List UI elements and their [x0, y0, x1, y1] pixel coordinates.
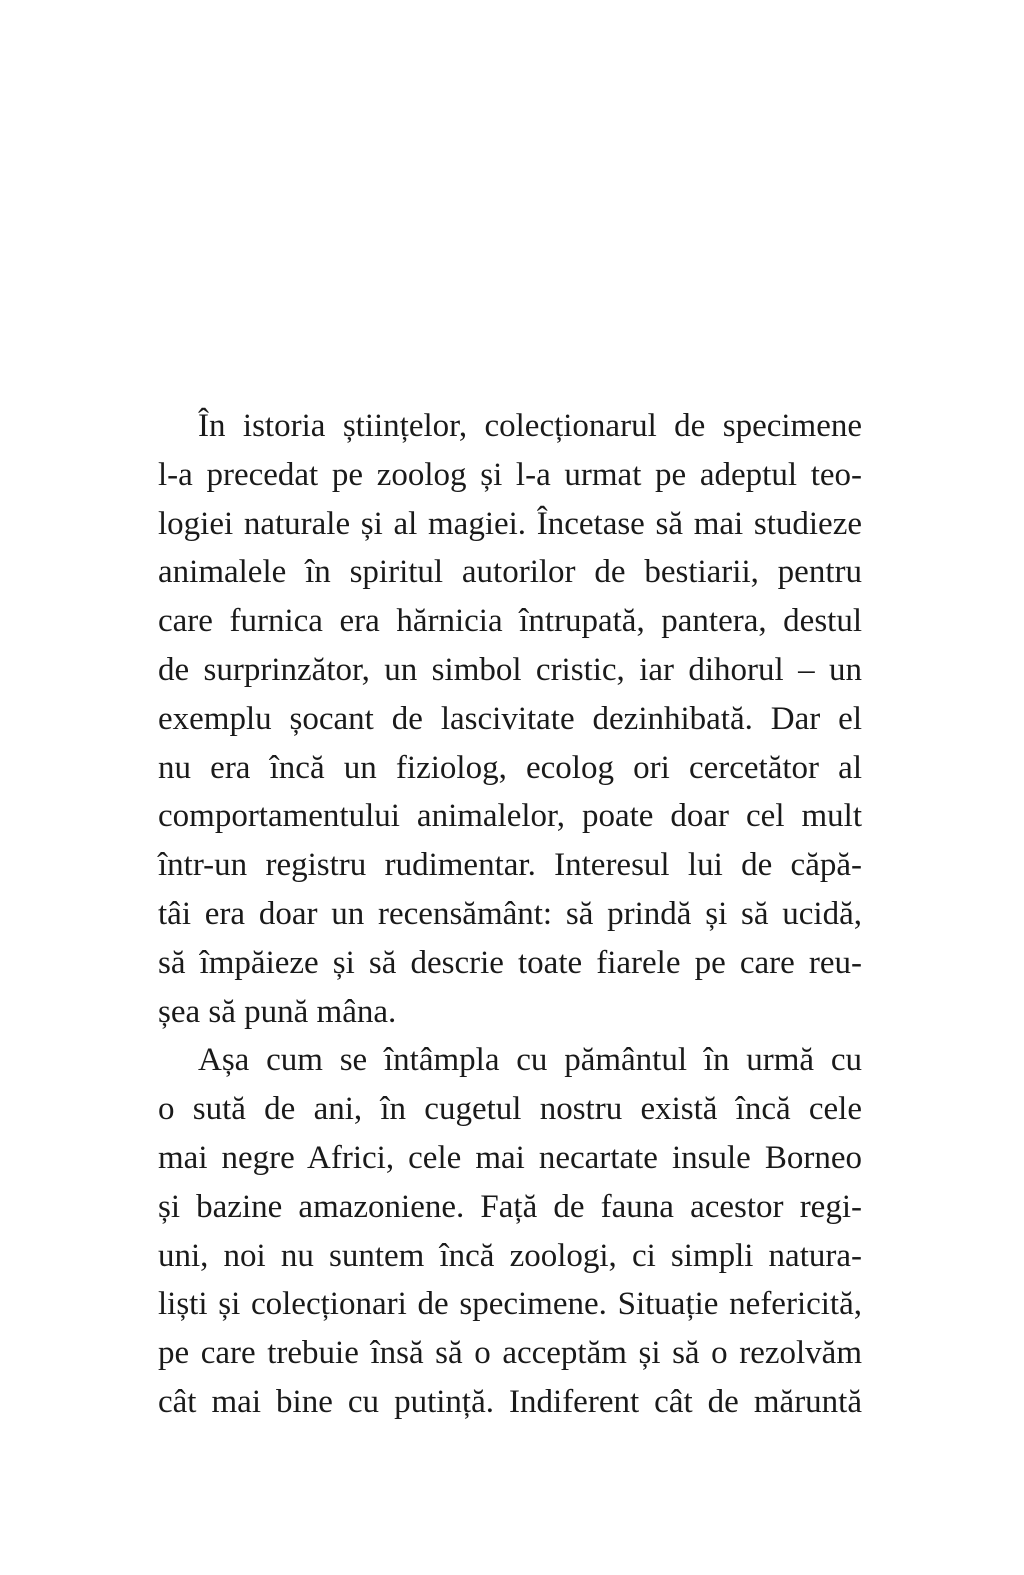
- text-line: cât mai bine cu putință. Indiferent cât de măruntă: [158, 1383, 862, 1420]
- text-line: într-un registru rudimentar. Interesul lui de căpă-: [158, 847, 862, 884]
- paragraph-1: [158, 402, 862, 1036]
- text-line: logiei naturale și al magiei. Încetase să mai studieze: [158, 505, 862, 542]
- text-line: exemplu șocant de lascivitate dezinhibată. Dar el: [158, 700, 862, 737]
- paragraph-2: [158, 1036, 862, 1426]
- text-line: și bazine amazoniene. Față de fauna acestor regi-: [158, 1188, 862, 1225]
- text-line: l-a precedat pe zoolog și l-a urmat pe adeptul teo-: [158, 456, 862, 493]
- text-line: tâi era doar un recensământ: să prindă și să ucidă,: [158, 895, 862, 932]
- text-line: liști și colecționari de specimene. Situație nefericită,: [158, 1286, 862, 1323]
- text-line: comportamentului animalelor, poate doar cel mult: [158, 798, 862, 835]
- text-line: să împăieze și să descrie toate fiarele pe care reu-: [158, 944, 862, 981]
- text-line: pe care trebuie însă să o acceptăm și să o rezolvăm: [158, 1335, 862, 1372]
- text-line: o sută de ani, în cugetul nostru există încă cele: [158, 1091, 862, 1128]
- text-line: Așa cum se întâmpla cu pământul în urmă cu: [198, 1042, 862, 1079]
- text-line: mai negre Africi, cele mai necartate insule Borneo: [158, 1139, 862, 1176]
- text-line: care furnica era hărnicia întrupată, pantera, destul: [158, 603, 862, 640]
- text-line: uni, noi nu suntem încă zoologi, ci simpli natura-: [158, 1237, 862, 1274]
- text-line: de surprinzător, un simbol cristic, iar dihorul – un: [158, 651, 862, 688]
- text-line: În istoria științelor, colecționarul de specimene: [198, 408, 862, 444]
- text-line: animalele în spiritul autorilor de bestiarii, pentru: [158, 554, 862, 591]
- text-line: șea să pună mâna.: [158, 993, 397, 1030]
- body-text: [158, 402, 862, 1427]
- text-line: nu era încă un fiziolog, ecolog ori cercetător al: [158, 749, 862, 786]
